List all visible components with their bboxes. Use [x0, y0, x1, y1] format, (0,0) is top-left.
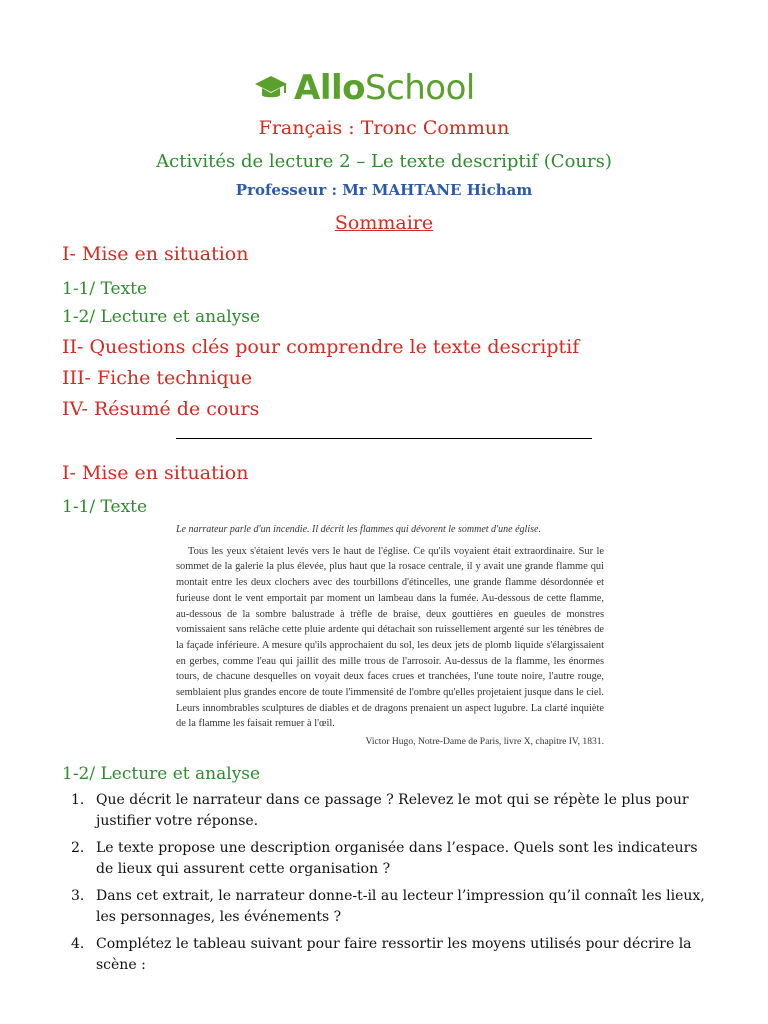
- sommaire-item-texte: 1-1/ Texte: [62, 279, 148, 299]
- sommaire-heading: Sommaire: [334, 212, 434, 234]
- list-item: 3. Dans cet extrait, le narrateur donne-t-il au lecteur l’impression qu’il connaît les lieux, les personnages, les événements ?: [71, 888, 705, 925]
- sommaire-item-fiche: III- Fiche technique: [62, 367, 253, 389]
- alloschool-logo: [254, 68, 514, 108]
- subsection-title-texte: 1-1/ Texte: [62, 497, 148, 517]
- activity-title: Activités de lecture 2 – Le texte descriptif (Cours): [156, 151, 612, 172]
- section-title-mise-en-situation: I- Mise en situation: [62, 462, 249, 484]
- sommaire-item-resume: IV- Résumé de cours: [62, 398, 260, 420]
- excerpt-passage: Tous les yeux s'étaient levés vers le haut de l'église. Ce qu'ils voyaient était extraordinaire. Sur le sommet de la galerie la plus élevée, plus haut que la rosace centrale, il y avait une grande flamme qui montait entre les deux clochers avec des tourbillons d'étincelles, une grande flamme désordonnée et furieuse dont le vent emportait par moment un lambeau dans la fumée. Au-dessous de cette flamme, au-dessous de la sombre balustrade à trèfle de braise, deux gouttières en gueules de monstres vomissaient sans relâche cette pluie ardente qui détachait son ruissellement argenté sur les ténèbres de la façade inférieure. A mesure qu'ils approchaient du sol, les deux jets de plomb liquide s'élargissaient en gerbes, comme l'eau qui jaillit des mille trous de l'arrosoir. Au-dessus de la flamme, les énormes tours, de chacune desquelles on voyait deux faces crues et tranchées, l'une toute noire, l'autre rouge, semblaient plus grandes encore de toute l'immensité de l'ombre qu'elles projetaient jusque dans le ciel. Leurs innombrables sculptures de diables et de dragons prenaient un aspect lugubre. La clarté inquiète de la flamme les faisait remuer à l'œil.: [176, 545, 604, 730]
- subsection-title-lecture: 1-2/ Lecture et analyse: [62, 764, 261, 784]
- sommaire-item-lecture: 1-2/ Lecture et analyse: [62, 307, 261, 327]
- professor-name: Professeur : Mr MAHTANE Hicham: [235, 181, 533, 199]
- sommaire-item-mise-en-situation: I- Mise en situation: [62, 243, 249, 265]
- graduation-cap-icon: [254, 74, 288, 102]
- divider: [176, 438, 592, 439]
- excerpt-source: Victor Hugo, Notre-Dame de Paris, livre X, chapitre IV, 1831.: [365, 736, 604, 748]
- excerpt-intro: Le narrateur parle d'un incendie. Il décrit les flammes qui dévorent le sommet d'une église.: [176, 524, 541, 535]
- subject-title: Français : Tronc Commun: [258, 117, 510, 139]
- brand-name: AlloSchool: [294, 68, 475, 108]
- list-item: 4. Complétez le tableau suivant pour faire ressortir les moyens utilisés pour décrire la scène :: [71, 936, 692, 973]
- list-item: 2. Le texte propose une description organisée dans l’espace. Quels sont les indicateurs de lieux qui assurent cette organisation ?: [71, 840, 698, 877]
- questions-list: [62, 790, 712, 982]
- list-item: 1. Que décrit le narrateur dans ce passage ? Relevez le mot qui se répète le plus pour justifier votre réponse.: [71, 792, 689, 829]
- sommaire-item-questions: II- Questions clés pour comprendre le texte descriptif: [62, 336, 580, 358]
- text-excerpt-image: [176, 522, 604, 752]
